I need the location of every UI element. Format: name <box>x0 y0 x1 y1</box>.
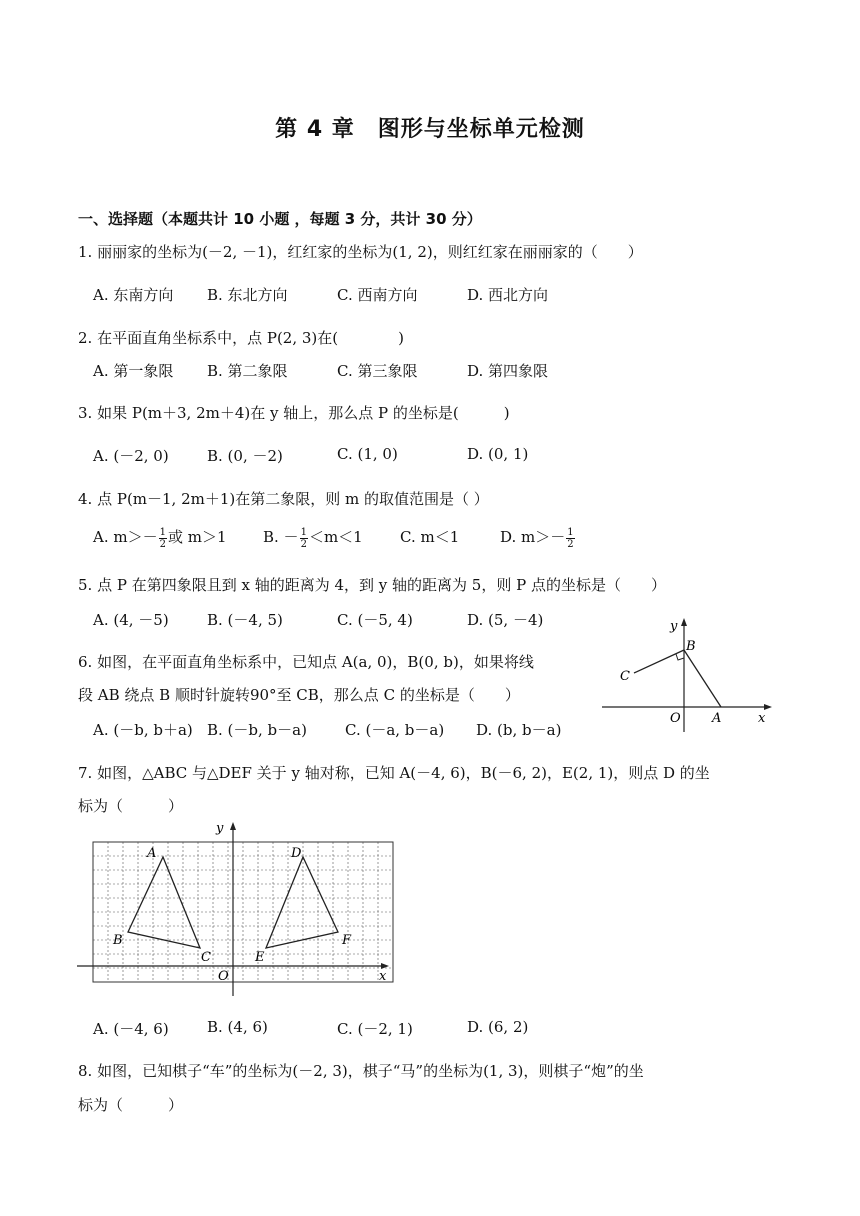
q4-option-d[interactable] <box>500 526 576 550</box>
fraction-half: $\frac{1}{2}$ <box>159 526 166 550</box>
fig7-label-d: D <box>291 846 302 861</box>
q7-option-c[interactable]: C. (－2, 1) <box>337 1020 413 1038</box>
q4-option-b-suffix: ＜m＜1 <box>308 528 363 546</box>
q5-option-c[interactable]: C. (－5, 4) <box>337 611 413 629</box>
q6-coordinate-figure <box>598 614 780 736</box>
question-7-stem-line1: 7. 如图，△ABC 与△DEF 关于 y 轴对称，已知 A(－4, 6)，B(－6, 2)，E(2, 1)，则点 D 的坐 <box>78 764 710 782</box>
fig7-label-b: B <box>113 933 123 948</box>
fraction-half: $\frac{1}{2}$ <box>300 526 307 550</box>
fig6-label-o: O <box>670 711 681 726</box>
fig6-label-x: x <box>758 711 766 726</box>
q1-option-d[interactable]: D. 西北方向 <box>467 286 549 304</box>
fig7-label-f: F <box>342 933 352 948</box>
q1-option-a[interactable]: A. 东南方向 <box>93 286 174 304</box>
q7-option-b[interactable]: B. (4, 6) <box>207 1018 268 1036</box>
q3-option-a[interactable]: A. (－2, 0) <box>93 447 169 465</box>
fig7-label-c: C <box>201 950 211 965</box>
q7-option-a[interactable]: A. (－4, 6) <box>93 1020 169 1038</box>
q4-option-a-prefix: A. m＞－ <box>93 528 158 546</box>
q1-option-c[interactable]: C. 西南方向 <box>337 286 418 304</box>
q4-option-c[interactable]: C. m＜1 <box>400 528 460 546</box>
q7-option-d[interactable]: D. (6, 2) <box>467 1018 529 1036</box>
page-title: 第 4 章 图形与坐标单元检测 <box>275 117 585 142</box>
fig7-label-a: A <box>147 846 157 861</box>
q6-option-a[interactable]: A. (－b, b＋a) <box>93 721 193 739</box>
q2-option-d[interactable]: D. 第四象限 <box>467 362 549 380</box>
question-4-stem: 4. 点 P(m－1, 2m＋1)在第二象限，则 m 的取值范围是（ ） <box>78 490 489 508</box>
fig6-label-a: A <box>712 711 722 726</box>
question-1-stem: 1. 丽丽家的坐标为(－2, －1)，红红家的坐标为(1, 2)，则红红家在丽丽家的（ ） <box>78 243 643 261</box>
question-5-stem: 5. 点 P 在第四象限且到 x 轴的距离为 4，到 y 轴的距离为 5，则 P 点的坐标是（ ） <box>78 576 666 594</box>
fig7-label-y: y <box>216 821 224 836</box>
q6-option-b[interactable]: B. (－b, b－a) <box>207 721 307 739</box>
q2-option-a[interactable]: A. 第一象限 <box>93 362 174 380</box>
q4-option-a[interactable] <box>93 526 227 550</box>
section-heading: 一、选择题（本题共计 10 小题 ，每题 3 分，共计 30 分） <box>78 210 482 228</box>
fig6-label-y: y <box>670 619 678 634</box>
fig7-label-e: E <box>255 950 265 965</box>
fig7-label-x: x <box>379 969 387 984</box>
q3-option-d[interactable]: D. (0, 1) <box>467 445 529 463</box>
q5-option-d[interactable]: D. (5, －4) <box>467 611 544 629</box>
q3-option-c[interactable]: C. (1, 0) <box>337 445 398 463</box>
question-6-stem-line2: 段 AB 绕点 B 顺时针旋转90°至 CB，那么点 C 的坐标是（ ） <box>78 686 520 704</box>
question-6-stem-line1: 6. 如图，在平面直角坐标系中，已知点 A(a, 0)，B(0, b)，如果将线 <box>78 653 534 671</box>
question-2-stem: 2. 在平面直角坐标系中，点 P(2, 3)在( ) <box>78 329 404 347</box>
q4-option-a-suffix: 或 m＞1 <box>167 528 227 546</box>
q6-option-d[interactable]: D. (b, b－a) <box>476 721 562 739</box>
fig7-label-o: O <box>218 969 229 984</box>
q4-option-d-prefix: D. m＞－ <box>500 528 566 546</box>
fraction-half: $\frac{1}{2}$ <box>567 526 574 550</box>
q5-option-b[interactable]: B. (－4, 5) <box>207 611 283 629</box>
fig6-label-b: B <box>686 639 696 654</box>
q1-option-b[interactable]: B. 东北方向 <box>207 286 288 304</box>
q6-option-c[interactable]: C. (－a, b－a) <box>345 721 445 739</box>
question-8-stem-line2: 标为（ ） <box>78 1096 184 1114</box>
q2-option-b[interactable]: B. 第二象限 <box>207 362 288 380</box>
q2-option-c[interactable]: C. 第三象限 <box>337 362 418 380</box>
fig6-label-c: C <box>620 669 630 684</box>
question-8-stem-line1: 8. 如图，已知棋子“车”的坐标为(－2, 3)，棋子“马”的坐标为(1, 3)，则棋子“炮”的坐 <box>78 1062 644 1080</box>
q7-grid-figure <box>75 820 395 1000</box>
question-3-stem: 3. 如果 P(m＋3, 2m＋4)在 y 轴上，那么点 P 的坐标是( ) <box>78 404 510 422</box>
question-7-stem-line2: 标为（ ） <box>78 797 184 815</box>
q4-option-b-prefix: B. － <box>263 528 299 546</box>
q5-option-a[interactable]: A. (4, －5) <box>93 611 169 629</box>
q4-option-b[interactable] <box>263 526 363 550</box>
q3-option-b[interactable]: B. (0, －2) <box>207 447 283 465</box>
